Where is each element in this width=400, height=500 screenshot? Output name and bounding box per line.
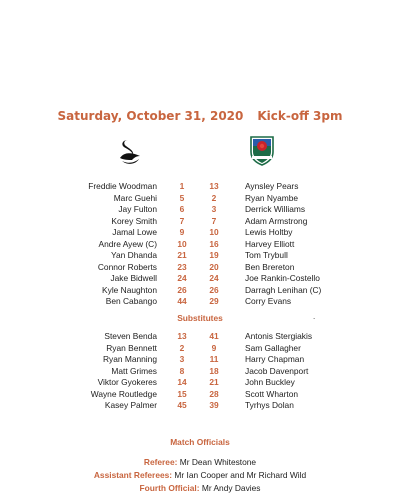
- substitute-row: [0, 331, 400, 343]
- home-squad-number: 26: [177, 284, 187, 295]
- away-squad-number: 29: [209, 296, 219, 306]
- away-squad-number: 3: [211, 204, 217, 214]
- home-player: Kasey Palmer: [104, 400, 157, 410]
- home-squad-number: 5: [179, 192, 185, 203]
- rose-shield-crest-icon: [249, 134, 275, 166]
- assistant-referees-names: Mr Ian Cooper and Mr Richard Wild: [174, 470, 307, 480]
- home-player: Jamal Lowe: [112, 227, 157, 237]
- away-squad-number: 41: [209, 331, 219, 341]
- match-header: [0, 109, 400, 123]
- home-squad-number: 44: [177, 296, 187, 306]
- home-player: Korey Smith: [111, 215, 157, 226]
- away-player: Derrick Williams: [245, 204, 306, 214]
- home-squad-number: 14: [177, 377, 187, 387]
- home-player: Kyle Naughton: [102, 284, 157, 295]
- stray-mark: .: [313, 312, 316, 321]
- home-player: Ryan Manning: [102, 354, 157, 364]
- away-squad-number: 28: [209, 388, 219, 399]
- home-squad-number: 7: [179, 215, 185, 226]
- fourth-official-line: [0, 483, 400, 493]
- assistant-referees-line: [0, 470, 400, 480]
- home-squad-number: 8: [179, 365, 185, 376]
- away-player: Harvey Elliott: [245, 238, 295, 249]
- substitute-row: [0, 354, 400, 366]
- away-player: Darragh Lenihan (C): [245, 284, 322, 295]
- home-player: Wayne Routledge: [90, 388, 157, 399]
- away-squad-number: 16: [209, 238, 219, 249]
- kickoff-time: Kick-off 3pm: [257, 109, 343, 123]
- away-squad-number: 13: [209, 181, 219, 191]
- away-squad-number: 7: [211, 215, 217, 226]
- away-player: Joe Rankin-Costello: [245, 273, 320, 283]
- home-squad-number: 21: [177, 250, 187, 260]
- home-squad-number: 13: [177, 331, 187, 341]
- away-player: Aynsley Pears: [245, 181, 299, 191]
- away-player: Lewis Holtby: [245, 227, 293, 237]
- away-player: Ryan Nyambe: [245, 192, 299, 203]
- away-squad-number: 19: [209, 250, 219, 260]
- away-player: Sam Gallagher: [245, 342, 301, 353]
- assistant-referees-label: Assistant Referees:: [93, 470, 173, 480]
- substitute-row: [0, 400, 400, 412]
- home-player: Yan Dhanda: [111, 250, 157, 260]
- home-player: Connor Roberts: [97, 261, 157, 272]
- lineup-row: [0, 285, 400, 297]
- fourth-official-name: Mr Andy Davies: [201, 483, 261, 493]
- fourth-official-label: Fourth Official:: [139, 483, 200, 493]
- home-player: Jay Fulton: [118, 204, 157, 214]
- substitutes-list: [0, 331, 400, 412]
- away-squad-number: 18: [209, 365, 219, 376]
- referee-name: Mr Dean Whitestone: [179, 457, 257, 467]
- away-squad-number: 26: [209, 284, 219, 295]
- referee-line: [0, 457, 400, 467]
- home-player: Jake Bidwell: [110, 273, 157, 283]
- away-player: Adam Armstrong: [245, 215, 308, 226]
- away-squad-number: 9: [211, 342, 217, 353]
- away-player: Tom Trybull: [245, 250, 288, 260]
- away-squad-number: 11: [209, 354, 219, 364]
- substitute-row: [0, 343, 400, 355]
- away-squad-number: 20: [209, 261, 219, 272]
- lineup-row: [0, 262, 400, 274]
- match-date: Saturday, October 31, 2020: [57, 109, 244, 123]
- home-squad-number: 2: [179, 342, 185, 353]
- away-player: Harry Chapman: [245, 354, 305, 364]
- substitute-row: [0, 389, 400, 401]
- substitute-row: [0, 377, 400, 389]
- lineup-row: [0, 273, 400, 285]
- home-player: Steven Benda: [104, 331, 157, 341]
- substitute-row: [0, 366, 400, 378]
- home-player: Viktor Gyokeres: [97, 377, 157, 387]
- home-squad-number: 6: [179, 204, 185, 214]
- home-player: Ben Cabango: [105, 296, 157, 306]
- away-player: Corry Evans: [245, 296, 292, 306]
- home-player: Marc Guehi: [113, 192, 157, 203]
- lineup-row: [0, 181, 400, 193]
- home-player: Ryan Bennett: [106, 342, 157, 353]
- home-squad-number: 3: [179, 354, 185, 364]
- away-player: Tyrhys Dolan: [245, 400, 294, 410]
- away-squad-number: 21: [209, 377, 219, 387]
- lineup-row: [0, 239, 400, 251]
- home-squad-number: 9: [179, 227, 185, 237]
- away-player: Jacob Davenport: [245, 365, 309, 376]
- match-officials-heading: Match Officials: [170, 437, 230, 447]
- home-player: Matt Grimes: [111, 365, 157, 376]
- lineup-row: [0, 204, 400, 216]
- away-player: Scott Wharton: [245, 388, 299, 399]
- lineup-row: [0, 227, 400, 239]
- lineup-row: [0, 193, 400, 205]
- home-player: Andre Ayew (C): [98, 238, 157, 249]
- away-squad-number: 2: [211, 192, 217, 203]
- referee-label: Referee:: [143, 457, 178, 467]
- swan-crest-icon: [118, 138, 142, 166]
- lineup-row: [0, 250, 400, 262]
- home-squad-number: 23: [177, 261, 187, 272]
- away-squad-number: 24: [209, 273, 219, 283]
- home-squad-number: 10: [177, 238, 187, 249]
- home-player: Freddie Woodman: [88, 181, 157, 191]
- away-player: John Buckley: [245, 377, 295, 387]
- home-squad-number: 15: [177, 388, 187, 399]
- home-squad-number: 24: [177, 273, 187, 283]
- home-squad-number: 45: [177, 400, 187, 410]
- lineup-row: [0, 296, 400, 308]
- away-squad-number: 39: [209, 400, 219, 410]
- away-player: Antonis Stergiakis: [245, 331, 313, 341]
- substitutes-heading: Substitutes: [177, 313, 223, 323]
- away-squad-number: 10: [209, 227, 219, 237]
- starting-lineups: [0, 181, 400, 308]
- lineup-row: [0, 216, 400, 228]
- away-player: Ben Brereton: [245, 261, 295, 272]
- home-squad-number: 1: [179, 181, 185, 191]
